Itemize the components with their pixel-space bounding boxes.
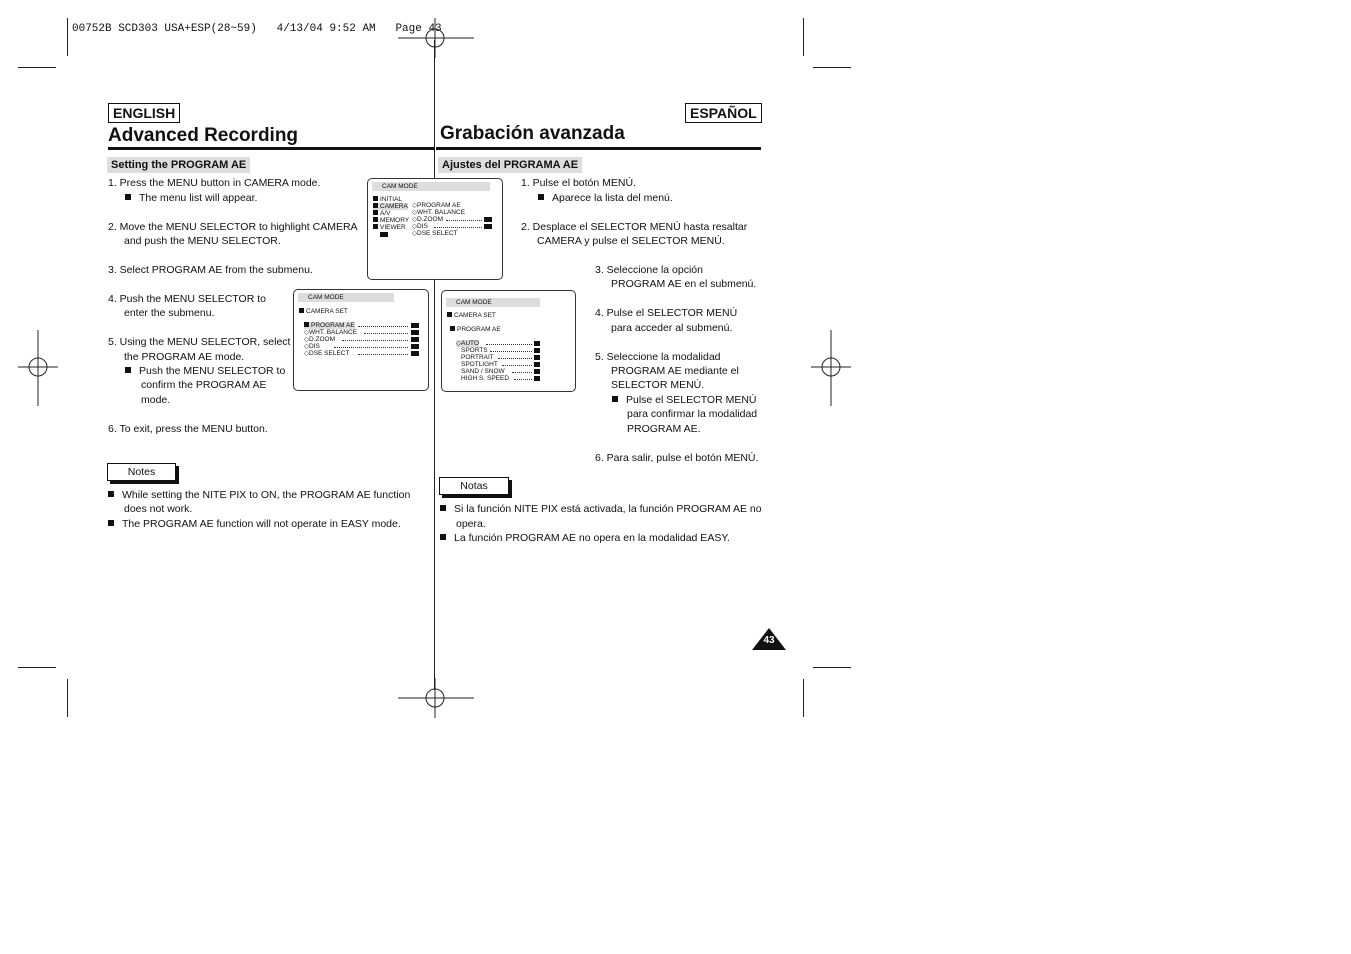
dot-leader [446,220,482,221]
en-step-5-bullet: Push the MENU SELECTOR to [125,364,285,379]
memory-icon [373,217,378,222]
es-step-3-cont: PROGRAM AE en el submenú. [611,278,757,290]
value-indicator [411,337,419,342]
es-step-1: 1. Pulse el botón MENÚ. [521,177,636,189]
crop-mark [18,667,56,668]
en-step-5-bullet-cont: confirm the PROGRAM AE [141,379,267,391]
english-subhead: Setting the PROGRAM AE [107,157,250,173]
page-number: 43 [763,635,775,646]
english-notes-label: Notes [107,463,176,481]
es-step-2: 2. Desplace el SELECTOR MENÚ hasta resaltar [521,221,748,233]
title-rule [436,147,761,150]
en-note-1-cont: does not work. [124,503,193,515]
english-title: Advanced Recording [108,125,299,146]
spanish-label: ESPAÑOL [685,103,762,123]
screen-header: CAM MODE [446,298,540,307]
viewer-icon [373,224,378,229]
es-step-5-cont: PROGRAM AE mediante el [611,365,739,377]
crop-mark [67,18,68,56]
camera-icon [299,308,304,313]
es-note-1-cont: opera. [456,518,486,530]
es-step-4-cont: para acceder al submenú. [611,322,733,334]
english-label: ENGLISH [108,103,180,123]
bullet-icon [108,520,114,526]
menu-item-camera: CAMERA [373,203,408,210]
menu-screen-camera-set [293,289,429,391]
crop-mark [803,18,804,56]
spanish-notes-label: Notas [439,477,509,495]
menu-icon [373,196,378,201]
bullet-icon [440,505,446,511]
menu-screen-main [367,178,503,280]
registration-mark [18,330,58,406]
option-portrait: PORTRAIT [461,354,494,361]
es-step-5-cont: SELECTOR MENÚ. [611,379,705,391]
section-camera-set: CAMERA SET [299,308,348,315]
screen-header: CAM MODE [298,293,394,302]
dot-leader [434,227,482,228]
menu-item-viewer: VIEWER [373,224,406,231]
option-auto: ◇AUTO [456,340,479,347]
option-sand-snow: SAND / SNOW [461,368,505,375]
es-step-4: 4. Pulse el SELECTOR MENÚ [595,307,738,319]
en-step-5-cont: the PROGRAM AE mode. [124,351,245,363]
dot-leader [486,344,532,345]
spanish-title: Grabación avanzada [440,123,625,144]
en-note-1: While setting the NITE PIX to ON, the PROGRAM AE function [108,488,410,503]
item-dis: ◇DIS [304,343,320,350]
spanish-subhead: Ajustes del PRGRAMA AE [438,157,582,173]
en-step-5-bullet-cont: mode. [141,394,171,406]
es-step-5-bullet-cont: PROGRAM AE. [627,423,701,435]
submenu-dis: ◇DIS [412,223,428,230]
dot-leader [498,358,532,359]
menu-screen-program-ae [441,290,576,392]
es-step-1-bullet: Aparece la lista del menú. [538,191,673,206]
bullet-icon [125,194,131,200]
en-step-4: 4. Push the MENU SELECTOR to [108,293,266,305]
es-step-3: 3. Seleccione la opción [595,264,703,276]
av-icon [373,210,378,215]
section-camera-set: CAMERA SET [447,312,496,319]
menu-item-initial: INITIAL [373,196,402,203]
value-indicator [411,351,419,356]
item-dse-select: ◇DSE SELECT [304,350,350,357]
crop-mark [813,667,851,668]
bullet-icon [108,491,114,497]
crop-mark [18,67,56,68]
section-program-ae: PROGRAM AE [450,326,501,333]
menu-icon [304,322,309,327]
dot-leader [334,347,408,348]
dot-leader [502,365,532,366]
en-step-2-cont: and push the MENU SELECTOR. [124,235,281,247]
mode-icon [534,369,540,374]
crop-mark [67,679,68,717]
value-indicator [484,217,492,222]
menu-icon [450,326,455,331]
center-divider [434,40,435,690]
submenu-dzoom: ◇D.ZOOM [412,216,443,223]
screen-header: CAM MODE [372,182,490,191]
print-slug: 00752B SCD303 USA+ESP(28~59) 4/13/04 9:52 AM Page 43 [72,23,442,35]
dot-leader [512,372,532,373]
dot-leader [364,333,408,334]
en-step-4-cont: enter the submenu. [124,307,215,319]
mode-icon [534,341,540,346]
submenu-program-ae: ◇PROGRAM AE [412,202,461,209]
value-indicator [411,323,419,328]
option-sports: SPORTS [461,347,488,354]
en-step-3: 3. Select PROGRAM AE from the submenu. [108,264,313,276]
camera-icon [373,203,378,208]
bullet-icon [538,194,544,200]
dot-leader [342,340,408,341]
title-rule [108,147,434,150]
en-step-1-bullet: The menu list will appear. [125,191,257,206]
en-step-6: 6. To exit, press the MENU button. [108,423,268,435]
value-indicator [411,344,419,349]
registration-mark [398,18,474,58]
crop-mark [813,67,851,68]
es-step-5-bullet-cont: para confirmar la modalidad [627,408,758,420]
bullet-icon [440,534,446,540]
dot-leader [358,326,408,327]
camera-icon [447,312,452,317]
dot-leader [358,354,408,355]
exit-icon [380,232,388,237]
item-wht-balance: ◇WHT. BALANCE [304,329,358,336]
submenu-wht-balance: ◇WHT. BALANCE [412,209,466,216]
es-note-2: La función PROGRAM AE no opera en la modalidad EASY. [440,531,730,546]
es-step-6: 6. Para salir, pulse el botón MENÚ. [595,452,759,464]
registration-mark [811,330,851,406]
bullet-icon [612,396,618,402]
menu-item-av: A/V [373,210,390,217]
item-program-ae: PROGRAM AE [304,322,355,329]
option-spotlight: SPOTLIGHT [461,361,498,368]
mode-icon [534,348,540,353]
mode-icon [534,362,540,367]
bullet-icon [125,367,131,373]
value-indicator [411,330,419,335]
dot-leader [514,379,532,380]
registration-mark [398,678,474,718]
submenu-dse-select: ◇DSE SELECT [412,230,458,237]
es-note-1: Si la función NITE PIX está activada, la función PROGRAM AE no [440,502,762,517]
dot-leader [490,351,532,352]
crop-mark [803,679,804,717]
menu-item-memory: MEMORY [373,217,409,224]
es-step-5: 5. Seleccione la modalidad [595,351,721,363]
en-step-2: 2. Move the MENU SELECTOR to highlight CAMERA [108,221,358,233]
value-indicator [484,224,492,229]
en-step-1: 1. Press the MENU button in CAMERA mode. [108,177,321,189]
mode-icon [534,376,540,381]
option-high-s-speed: HIGH S. SPEED [461,375,510,382]
es-step-5-bullet: Pulse el SELECTOR MENÚ [612,393,757,408]
item-dzoom: ◇D.ZOOM [304,336,335,343]
es-step-2-cont: CAMERA y pulse el SELECTOR MENÚ. [537,235,725,247]
mode-icon [534,355,540,360]
en-note-2: The PROGRAM AE function will not operate in EASY mode. [108,517,401,532]
en-step-5: 5. Using the MENU SELECTOR, select [108,336,291,348]
